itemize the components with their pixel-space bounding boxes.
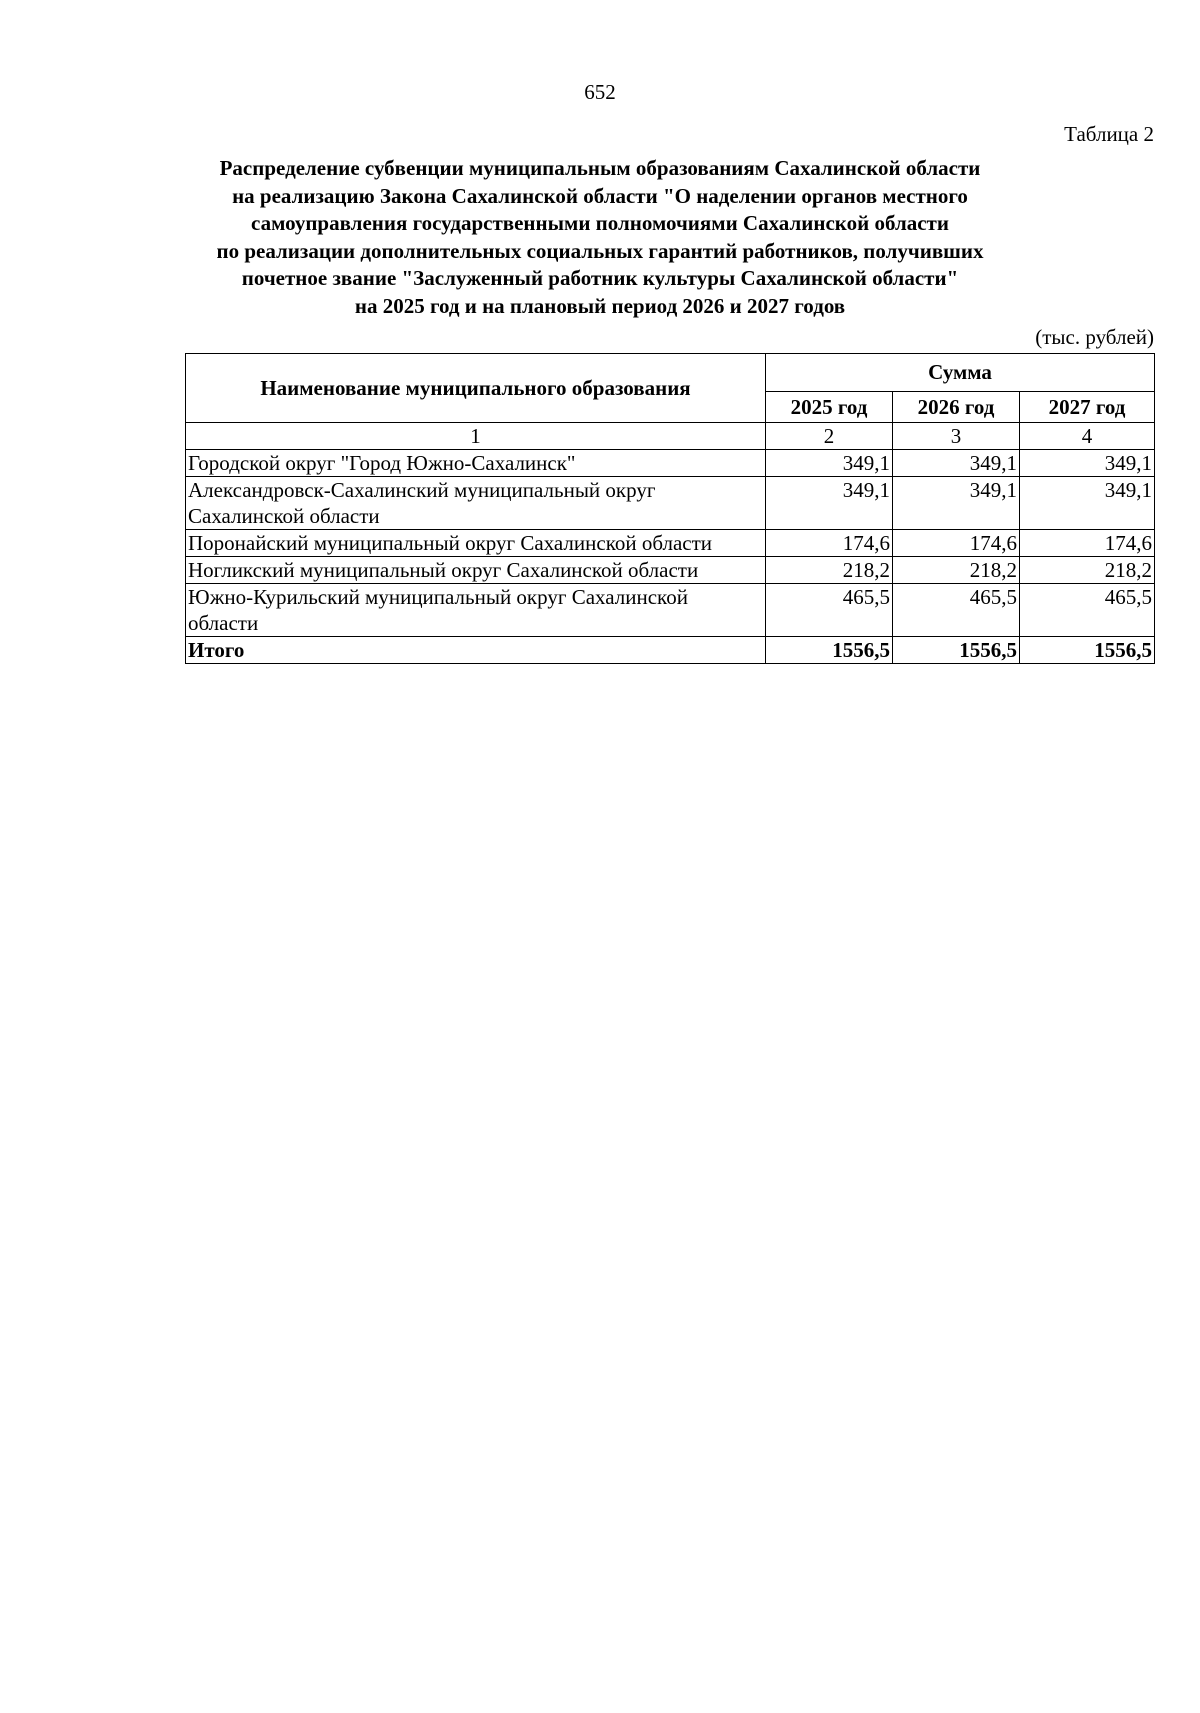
amount-2027: 465,5 — [1020, 584, 1155, 637]
title-line: по реализации дополнительных социальных гарантий работников, получивших — [216, 238, 984, 263]
year-header-2027: 2027 год — [1020, 391, 1155, 422]
page-number: 652 — [584, 80, 616, 104]
table-label: Таблица 2 — [1064, 122, 1154, 146]
document-title — [150, 155, 1050, 320]
units-label: (тыс. рублей) — [1035, 325, 1154, 349]
amount-2025: 465,5 — [766, 584, 893, 637]
amount-2026: 174,6 — [893, 530, 1020, 557]
total-row — [186, 637, 1155, 664]
column-number: 4 — [1020, 423, 1155, 450]
municipality-name: Александровск-Сахалинский муниципальный округ Сахалинской области — [186, 477, 766, 530]
table-row — [186, 450, 1155, 477]
column-number: 2 — [766, 423, 893, 450]
municipality-name: Южно-Курильский муниципальный округ Сахалинской области — [186, 584, 766, 637]
table-row — [186, 584, 1155, 637]
title-line: на реализацию Закона Сахалинской области "О наделении органов местного — [232, 183, 968, 208]
subvention-table — [185, 353, 1155, 664]
name-column-header: Наименование муниципального образования — [186, 354, 766, 423]
amount-2026: 218,2 — [893, 557, 1020, 584]
table-row — [186, 557, 1155, 584]
title-line: на 2025 год и на плановый период 2026 и 2027 годов — [354, 293, 846, 318]
amount-2025: 218,2 — [766, 557, 893, 584]
year-header-2025: 2025 год — [766, 391, 893, 422]
amount-2027: 218,2 — [1020, 557, 1155, 584]
municipality-name: Поронайский муниципальный округ Сахалинской области — [186, 530, 766, 557]
total-2025: 1556,5 — [766, 637, 893, 664]
amount-2027: 174,6 — [1020, 530, 1155, 557]
title-line: Распределение субвенции муниципальным образованиям Сахалинской области — [219, 156, 981, 180]
year-header-2026: 2026 год — [893, 391, 1020, 422]
title-line: самоуправления государственными полномочиями Сахалинской области — [251, 211, 949, 235]
municipality-name: Городской округ "Город Южно-Сахалинск" — [186, 450, 766, 477]
amount-2026: 465,5 — [893, 584, 1020, 637]
amount-2026: 349,1 — [893, 477, 1020, 530]
table-header-row — [186, 354, 1155, 392]
amount-2025: 349,1 — [766, 477, 893, 530]
amount-2027: 349,1 — [1020, 450, 1155, 477]
title-line: почетное звание "Заслуженный работник культуры Сахалинской области" — [241, 266, 959, 290]
table-row — [186, 530, 1155, 557]
amount-2025: 349,1 — [766, 450, 893, 477]
total-label: Итого — [186, 637, 766, 664]
amount-2026: 349,1 — [893, 450, 1020, 477]
amount-2027: 349,1 — [1020, 477, 1155, 530]
table-row — [186, 477, 1155, 530]
column-number: 3 — [893, 423, 1020, 450]
sum-column-header: Сумма — [766, 354, 1155, 392]
total-2026: 1556,5 — [893, 637, 1020, 664]
total-2027: 1556,5 — [1020, 637, 1155, 664]
column-number: 1 — [186, 423, 766, 450]
amount-2025: 174,6 — [766, 530, 893, 557]
column-number-row — [186, 423, 1155, 450]
municipality-name: Ногликский муниципальный округ Сахалинской области — [186, 557, 766, 584]
